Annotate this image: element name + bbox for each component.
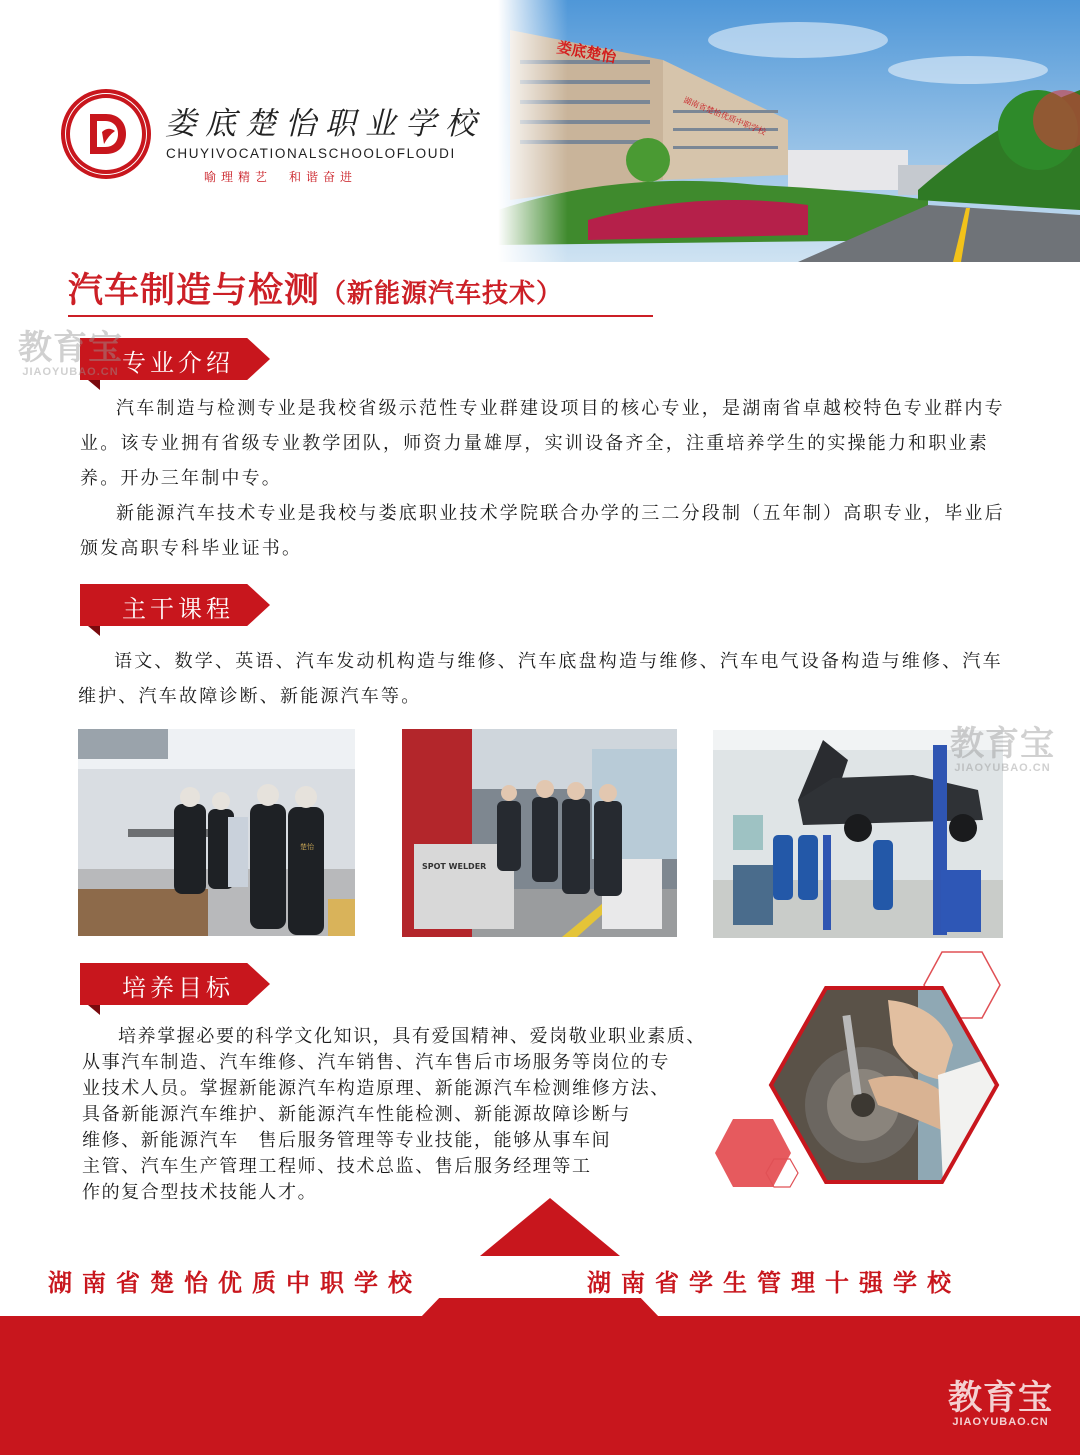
goals-line-4: 具备新能源汽车维护、新能源汽车性能检测、新能源故障诊断与: [82, 1104, 631, 1125]
footer-slogan-left: 湖南省楚怡优质中职学校: [48, 1269, 422, 1297]
goals-line-1: 培养掌握必要的科学文化知识，具有爱国精神、爱岗敬业职业素质、: [118, 1026, 706, 1047]
school-name-en: CHUYIVOCATIONALSCHOOLOFLOUDI: [166, 146, 456, 161]
school-motto: 喻理精艺 和谐奋进: [204, 170, 358, 184]
watermark-top-left: 教育宝 JIAOYUBAO.CN: [18, 329, 123, 378]
courses-text: [78, 644, 1013, 714]
section-tab-goals: [80, 963, 270, 1005]
title-main: 汽车制造与检测: [68, 271, 321, 311]
school-logo: [60, 88, 152, 180]
section-tab-courses: [80, 584, 270, 626]
photo-paint-training: [78, 729, 355, 936]
footer-band: [0, 1316, 1080, 1455]
section-label-courses: 主干课程: [122, 595, 234, 623]
intro-text: [80, 391, 1010, 566]
machine-label: SPOT WELDER: [422, 862, 487, 871]
goals-line-6: 主管、汽车生产管理工程师、技术总监、售后服务经理等工: [82, 1156, 592, 1177]
goals-line-3: 业技术人员。掌握新能源汽车构造原理、新能源汽车检测维修方法、: [82, 1078, 670, 1099]
school-name-cn: 娄底楚怡职业学校: [165, 106, 485, 142]
watermark-middle-right: 教育宝 JIAOYUBAO.CN: [950, 725, 1055, 774]
intro-paragraph-1: 汽车制造与检测专业是我校省级示范性专业群建设项目的核心专业，是湖南省卓越校特色专业群内专业。该专业拥有省级专业教学团队，师资力量雄厚，实训设备齐全，注重培养学生的实操能力和职业素养。开办三年制中专。: [80, 398, 1005, 489]
photo-brake-repair: [768, 985, 1000, 1185]
courses-paragraph: 语文、数学、英语、汽车发动机构造与维修、汽车底盘构造与维修、汽车电气设备构造与维修、汽车维护、汽车故障诊断、新能源汽车等。: [78, 651, 1003, 707]
goals-line-2: 从事汽车制造、汽车维修、汽车销售、汽车售后市场服务等岗位的专: [82, 1052, 670, 1073]
watermark-bottom-right: 教育宝 JIAOYUBAO.CN: [948, 1379, 1053, 1428]
campus-photo: [498, 0, 1080, 262]
photo-welding-training: [402, 729, 677, 937]
goals-text: [82, 1024, 802, 1206]
section-label-goals: 培养目标: [122, 974, 234, 1002]
page-title: [68, 263, 563, 313]
title-underline: [68, 315, 653, 317]
title-sub: （新能源汽车技术）: [320, 279, 564, 309]
jacket-label: 楚怡: [300, 843, 314, 851]
footer-slogan-right: 湖南省学生管理十强学校: [587, 1269, 961, 1297]
footer-triangle-deco: [480, 1198, 620, 1256]
section-label-intro: 专业介绍: [122, 349, 234, 377]
goals-line-7: 作的复合型技术技能人才。: [82, 1182, 318, 1203]
intro-paragraph-2: 新能源汽车技术专业是我校与娄底职业技术学院联合办学的三二分段制（五年制）高职专业，毕业后颁发高职专科毕业证书。: [80, 503, 1005, 559]
footer-notch-deco: [420, 1298, 660, 1318]
goals-line-5: 维修、新能源汽车 售后服务管理等专业技能，能够从事车间: [82, 1130, 612, 1151]
